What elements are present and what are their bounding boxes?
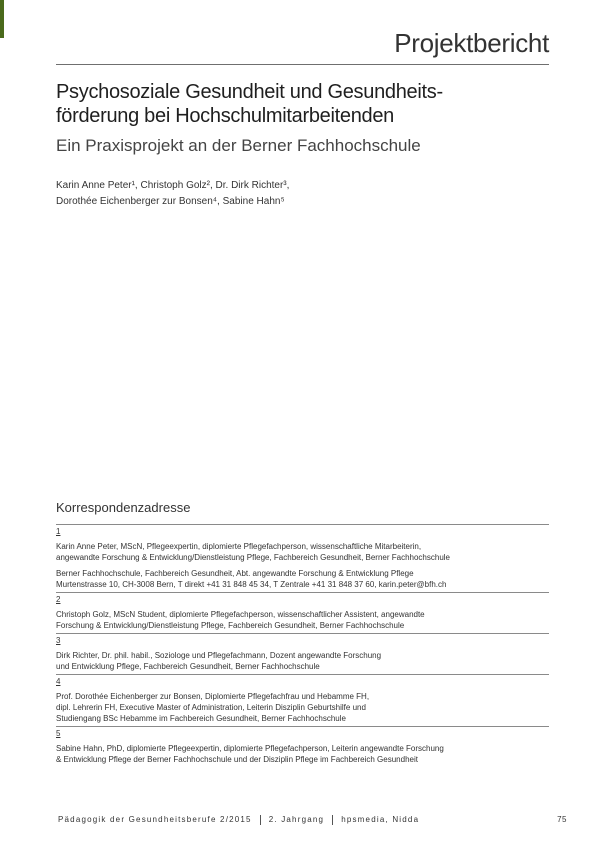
footnote-number: 5 <box>56 729 61 738</box>
article-title-line-2: förderung bei Hochschulmitarbeitenden <box>56 105 395 127</box>
footnote-number: 3 <box>56 636 61 645</box>
footnote-number: 1 <box>56 527 61 536</box>
author-list <box>56 178 289 210</box>
article-title <box>56 80 556 128</box>
entry-line: Christoph Golz, MScN Student, diplomierte Pflegefachperson, wissenschaftlicher Assistent, angewandte <box>56 610 425 619</box>
article-subtitle: Ein Praxisprojekt an der Berner Fachhochschule <box>56 136 421 155</box>
section-color-bar <box>0 0 4 38</box>
entry-line: dipl. Lehrerin FH, Executive Master of Administration, Leiterin Disziplin Geburtshilfe und <box>56 703 366 712</box>
entry-line: Sabine Hahn, PhD, diplomierte Pflegeexpertin, diplomierte Pflegefachperson, Leiterin angewandte Forschung <box>56 744 444 753</box>
entry-line: Studiengang BSc Hebamme im Fachbereich Gesundheit, Berner Fachhochschule <box>56 714 346 723</box>
header-rule <box>56 64 549 65</box>
entry-line: Karin Anne Peter, MScN, Pflegeexpertin, diplomierte Pflegefachperson, wissenschaftliche Mitarbeiterin, <box>56 542 422 551</box>
author-line-1: Karin Anne Peter¹, Christoph Golz², Dr. Dirk Richter³, <box>56 180 290 191</box>
section-title: Projektbericht <box>394 28 549 58</box>
entry-line: Prof. Dorothée Eichenberger zur Bonsen, Diplomierte Pflegefachfrau und Hebamme FH, <box>56 692 370 701</box>
correspondence-entry-4 <box>56 674 549 724</box>
page-footer <box>58 815 567 825</box>
entry-line: Berner Fachhochschule, Fachbereich Gesundheit, Abt. angewandte Forschung & Entwicklung Pflege <box>56 569 414 578</box>
footer-separator <box>332 815 333 825</box>
correspondence-entry-1 <box>56 524 549 590</box>
page-number: 75 <box>557 815 567 824</box>
entry-line: Forschung & Entwicklung/Dienstleistung Pflege, Fachbereich Gesundheit, Berner Fachhochschule <box>56 621 405 630</box>
footer-separator <box>260 815 261 825</box>
footnote-number: 4 <box>56 677 61 686</box>
footer-journal: Pädagogik der Gesundheitsberufe 2/2015 <box>58 815 252 825</box>
entry-line: angewandte Forschung & Entwicklung/Dienstleistung Pflege, Fachbereich Gesundheit, Berner Fachhochschule <box>56 553 451 562</box>
correspondence-heading: Korrespondenzadresse <box>56 500 191 515</box>
entry-line: & Entwicklung Pflege der Berner Fachhochschule und der Disziplin Pflege im Fachbereich Gesundheit <box>56 755 418 764</box>
correspondence-list <box>56 524 549 767</box>
correspondence-entry-2 <box>56 592 549 631</box>
article-title-line-1: Psychosoziale Gesundheit und Gesundheits- <box>56 81 443 103</box>
entry-line: und Entwicklung Pflege, Fachbereich Gesundheit, Berner Fachhochschule <box>56 662 320 671</box>
footer-publisher: hpsmedia, Nidda <box>341 815 420 825</box>
entry-line: Murtenstrasse 10, CH-3008 Bern, T direkt +41 31 848 45 34, T Zentrale +41 31 848 37 60, karin.peter@bfh.ch <box>56 580 447 589</box>
correspondence-entry-3 <box>56 633 549 672</box>
author-line-2: Dorothée Eichenberger zur Bonsen⁴, Sabine Hahn⁵ <box>56 196 285 207</box>
footnote-number: 2 <box>56 595 61 604</box>
footer-volume: 2. Jahrgang <box>268 815 325 825</box>
correspondence-entry-5 <box>56 726 549 765</box>
entry-line: Dirk Richter, Dr. phil. habil., Soziologe und Pflegefachmann, Dozent angewandte Forschung <box>56 651 382 660</box>
